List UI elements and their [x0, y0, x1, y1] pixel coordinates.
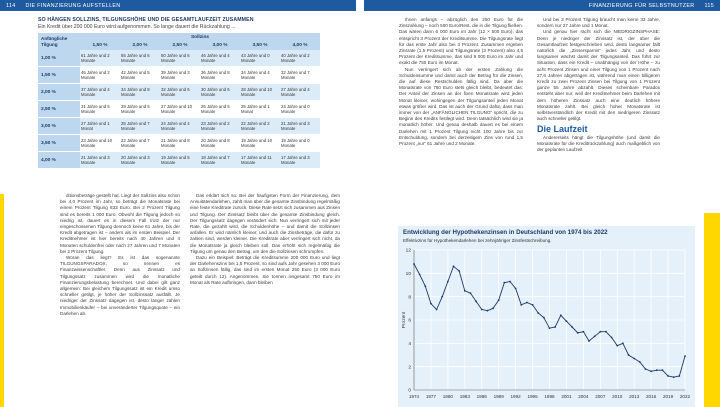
right-text-col2 — [537, 17, 660, 222]
data-point — [639, 361, 641, 363]
table-row — [38, 152, 320, 169]
data-point — [662, 369, 664, 371]
row-tilgung: 2,00 % — [38, 84, 80, 101]
data-point — [622, 342, 624, 344]
running-title-left: DIE FINANZIERUNG AUFSTELLEN — [25, 2, 121, 9]
data-point — [424, 285, 426, 287]
data-point — [470, 292, 472, 294]
data-point — [413, 263, 415, 265]
paragraph: Und bei 3 Prozent Tilgung braucht man keine 33 Jahre, sondern nur 27 Jahre und 1 Monat. — [537, 17, 660, 29]
left-text-col2 — [190, 193, 340, 407]
row-header-label: Anfängliche Tilgung — [38, 33, 80, 50]
table-cell: 23 Jahre und 10 Monate — [80, 135, 120, 152]
data-point — [673, 376, 675, 378]
table-cell: 19 Jahre und 10 Monate — [240, 135, 280, 152]
data-point — [419, 274, 421, 276]
paragraph: Nun verringert sich ab der ersten Zahlung die Schuldensumme und damit auch der Betrag für die Zinsen, die auf diese Restschulden fällig sind. Da aber die Monatsrate von 750 Euro stets gleich bleibt, bedeutet das: Der Anteil der Zinsen an der fixen Monatsrate wird jeden Monat kleiner, wohingegen der Tilgungsanteil jeden Monat etwas größer wird. Das ist auch der Grund dafür, dass man immer von der „ANFÄNGLICHEN TILGUNG“ spricht, die zu Beginn des Kredits festlegt wird. Denn tatsächlich wird sie ja monatlich höher. Und genau deshalb dauert es bei einem Darlehen mit 1 Prozent Tilgung nicht 100 Jahre bis zur Entschuldung, sondern bei derzeitigem Zins von rund 1,5 Prozent „nur“ 61 Jahre und 2 Monate. — [399, 66, 523, 147]
table-row — [38, 67, 320, 84]
x-tick-label: 1989 — [493, 394, 504, 399]
y-tick-label: 0 — [408, 388, 411, 394]
table-cell: 21 Jahre und 3 Monate — [280, 118, 320, 135]
table-row — [38, 101, 320, 118]
table-cell: 22 Jahre und 7 Monate — [120, 135, 160, 152]
data-point — [526, 302, 528, 304]
data-point — [549, 327, 551, 329]
page-gutter — [356, 0, 364, 407]
data-point — [571, 326, 573, 328]
data-point — [599, 331, 601, 333]
table-cell: 61 Jahre und 2 Monate — [80, 50, 120, 67]
data-point — [436, 309, 438, 311]
x-tick-label: 1974 — [408, 394, 420, 399]
data-point — [498, 299, 500, 301]
table-cell: 27 Jahre und 4 Monate — [280, 84, 320, 101]
data-point — [503, 282, 505, 284]
table-cell: 37 Jahre und 4 Monate — [80, 84, 120, 101]
table-cell: 46 Jahre und 4 Monate — [200, 50, 240, 67]
table-subtitle: Ein Kredit über 200 000 Euro wird aufgenommen. So lange dauert die Rückzahlung ... — [38, 24, 236, 30]
data-point — [475, 300, 477, 302]
table-cell: 32 Jahre und 7 Monate — [280, 67, 320, 84]
chart-subtitle: Effektivzins für Hypothekendarlehen bei zehnjähriger Zinsfestschreibung. — [403, 238, 552, 243]
table-row — [38, 118, 320, 135]
paragraph: Das erklärt sich so: Bei der häufigsten Form der Finanzierung, dem Annuitätendarlehen, zahlt man über die gesamte Zinsbindung regelmäßig eine feste Kreditrate zurück. Diese Rate setzt sich zusammen aus Zinsen und Tilgung. Der Zinssatz bleibt über die gesamte Zinsbindung gleich. Der Tilgungssatz dagegen verändert sich. Nun verringert sich mit jeder Rate, die gezahlt wird, die Schuldenhöhe – und damit die Sollzinsen anfallen. Er wird nämlich kleiner, und auch die Zinsbeträge, die dafür zu zahlen sind, werden kleiner. Die Kreditrate aber verringert sich nicht, da die Monatsrate ja gleich bleiben soll. Das erhöht sich regelmäßig die Tilgung um genau den Betrag, um den die Sollzinsen schrumpfen. — [190, 193, 340, 254]
row-tilgung: 4,00 % — [38, 152, 80, 169]
column-header: 1,50 % — [80, 41, 120, 50]
table-cell: 39 Jahre und 3 Monate — [160, 67, 200, 84]
data-point — [453, 265, 455, 267]
data-point — [515, 288, 517, 290]
data-point — [678, 375, 680, 377]
paragraph: Und genau hier rächt sich die NIEDRIGZINSPHASE: Denn je niedriger der Zinssatz ist, der über die Gesamtlaufzeit festgeschrieben wird, desto langsamer fällt natürlich die „Zinsersparnis“ jedes Jahr, und desto langsamer wächst damit der Tilgungsanteil. Das führt zur Situation, dass ein Kredit – unabhängig von der Höhe – zu acht Prozent Zinsen und einer Tilgung von 1 Prozent nach 27,6 Jahren abgetragen ist, während man einen billigeren Kredit zu zwei Prozent Zinsen bei Tilgung von 1 Prozent ganze 55 Jahre abzahlt. Dieses scheinbare Paradox entsteht aber nur, weil der Kreditnehmer beim Darlehen mit dem höheren Zinssatz auch eine deutlich höhere Monatsrate zahlt. Bei gleich hoher Monatsrate ist selbstverständlich der Kredit mit den niedrigeren Zinssatz auch schneller getilgt. — [537, 29, 660, 122]
data-point — [441, 296, 443, 298]
data-point — [577, 332, 579, 334]
data-point — [481, 309, 483, 311]
running-head-left — [0, 0, 356, 11]
x-tick-label: 1992 — [510, 394, 521, 399]
table-cell: 17 Jahre und 3 Monate — [280, 152, 320, 169]
table-cell: 29 Jahre und 5 Monate — [120, 101, 160, 118]
table-cell: 21 Jahre und 8 Monate — [160, 135, 200, 152]
data-point — [656, 369, 658, 371]
table-cell: 20 Jahre und 8 Monate — [200, 135, 240, 152]
table-cell: 42 Jahre und 5 Monate — [120, 67, 160, 84]
x-tick-label: 1980 — [442, 394, 453, 399]
x-tick-label: 1986 — [476, 394, 487, 399]
table-cell: 30 Jahre und 6 Monate — [200, 84, 240, 101]
table-cell: 22 Jahre und 2 Monate — [240, 118, 280, 135]
chart-canvas — [398, 226, 695, 407]
section-heading: Die Laufzeit — [537, 124, 588, 135]
row-tilgung: 3,00 % — [38, 118, 80, 135]
table-cell: 20 Jahre und 3 Monate — [120, 152, 160, 169]
data-point — [537, 312, 539, 314]
data-point — [560, 314, 562, 316]
table-cell: 26 Jahre und 5 Monate — [200, 101, 240, 118]
page-number-right: 115 — [704, 2, 714, 9]
table-body — [38, 50, 320, 169]
x-tick-label: 1995 — [527, 394, 538, 399]
data-point — [628, 354, 630, 356]
table-row — [38, 50, 320, 67]
table-cell: 46 Jahre und 2 Monate — [80, 67, 120, 84]
data-point — [588, 340, 590, 342]
right-text-col1 — [399, 17, 523, 222]
table-cell: 32 Jahre und 6 Monate — [160, 84, 200, 101]
table-cell: 25 Jahre und 1 Monat — [240, 101, 280, 118]
y-tick-label: 6 — [408, 318, 411, 324]
table-row — [38, 135, 320, 152]
accent-bar-left — [0, 194, 4, 407]
table-cell: 23 Jahre und 2 Monate — [200, 118, 240, 135]
data-point — [616, 345, 618, 347]
data-point — [492, 307, 494, 309]
table-cell: 40 Jahre und 2 Monate — [280, 50, 320, 67]
column-header: 2,50 % — [160, 41, 200, 50]
table-row — [38, 84, 320, 101]
data-point — [458, 270, 460, 272]
left-text-col1 — [60, 193, 180, 407]
data-point — [520, 304, 522, 306]
x-tick-label: 2019 — [662, 394, 674, 399]
paragraph: Ihnen anfangs – abzüglich den 250 Euro für die Zinszahlung – noch 500 Euro/Rest, die in die Tilgung fließen. Das wären dann 6 000 Euro im Jahr (12 × 500 Euro), das entspricht 3 Prozent der Kreditsumme. Die Tilgungsrate liegt für das erste Jahr also bei 3 Prozent. Zusammen ergeben Zinsrate (1,5 Prozent) und Tilgungsrate (3 Prozent) also 4,5 Prozent der Kreditsumme, das sind 9 000 Euro im Jahr und exakt die 750 Euro im Monat. — [399, 17, 523, 66]
x-tick-label: 2010 — [612, 394, 623, 399]
paragraph: Dazu ein Beispiel: Beträgt die Kreditsumme 200 000 Euro und liegt der Darlehenszins bei 1,5 Prozent, so sind aufs Jahr gesehen 3 000 Euro an Sollzinsen fällig, das sind im ersten Monat 250 Euro (3 000 Euro geteilt durch 12). Angenommen, Sie tonnen insgesamt 750 Euro im Monat als Rate aufbringen, dann bleiben — [190, 255, 340, 285]
x-tick-label: 2013 — [629, 394, 640, 399]
y-tick-label: 2 — [408, 365, 411, 371]
table-cell: 18 Jahre und 7 Monate — [200, 152, 240, 169]
interest-table-block — [38, 17, 320, 169]
y-tick-label: 4 — [408, 341, 411, 347]
data-point — [464, 290, 466, 292]
table-cell: 36 Jahre und 8 Monate — [200, 67, 240, 84]
y-axis-label: Prozent — [402, 311, 407, 329]
table-cell: 21 Jahre und 3 Monate — [80, 152, 120, 169]
table-cell: 28 Jahre und 10 Monate — [240, 84, 280, 101]
table-cell: 19 Jahre und 0 Monate — [280, 135, 320, 152]
paragraph: ditionsbeträge gestellt hat. Liegt der Sollzins also schon bei 4,0 Prozent im Jahr, so beträgt die Monatsrate bei einem Prozent Tilgung 833 Euro. Bei 2 Prozent Tilgung sind es bereits 1 000 Euro. Obwohl die Tilgung jedoch so niedrig ist, dauert es in diesem Fall trotz der nur eingeschossenen Tilgung dennoch keine 61 Jahre, bis der Kredit abgetragen ist – anders als im ersten Beispiel. Der Kreditnehmer ist hier bereits nach 40 Jahren und 4 Monaten schuldenfrei oder nach 27 Jahren und 7 Monaten bei 2 Prozent Tilgung. — [60, 193, 180, 254]
accent-bar-right — [704, 213, 720, 407]
x-tick-label: 2016 — [646, 394, 657, 399]
data-point — [645, 368, 647, 370]
page-number-left: 114 — [6, 2, 16, 9]
table-cell: 27 Jahre und 1 Monat — [80, 118, 120, 135]
data-point — [633, 358, 635, 360]
paragraph: Andererseits hängt die Tilgungshöhe (und damit die Monatsrate für die Kreditrückzahlung) auch maßgeblich von der geplanten Laufzeit — [537, 134, 660, 153]
table-cell: 24 Jahre und 0 Monate — [280, 101, 320, 118]
data-point — [594, 335, 596, 337]
data-point — [554, 326, 556, 328]
interest-table — [38, 33, 320, 169]
x-tick-label: 1983 — [459, 394, 470, 399]
table-cell: 50 Jahre und 6 Monate — [160, 50, 200, 67]
row-tilgung: 1,00 % — [38, 50, 80, 67]
running-head-right — [364, 0, 720, 11]
column-header: 3,00 % — [200, 41, 240, 50]
data-point — [509, 281, 511, 283]
y-tick-label: 8 — [408, 295, 411, 301]
table-cell: 19 Jahre und 5 Monate — [160, 152, 200, 169]
data-point — [486, 310, 488, 312]
data-point — [447, 281, 449, 283]
y-tick-label: 10 — [405, 271, 411, 277]
chart-title: Entwicklung der Hypothekenzinsen in Deutschland von 1974 bis 2022 — [403, 229, 608, 236]
interest-rate-chart — [398, 226, 695, 407]
table-cell: 24 Jahre und 4 Monate — [160, 118, 200, 135]
x-tick-label: 2022 — [679, 394, 691, 399]
column-header-row — [38, 41, 320, 50]
paragraph: Woran das liegt? Es ist das sogenannte TILGUNGSPARADOX, so nennen es Finanzwissenschaftler. Denn aus Zinssatz und Tilgungssatz zusammen wird die monatliche Finanzierungsbelastung berechnet. Und dabei gilt ganz allgemein: Bei gleichem Tilgungssatz ist ein Kredit umso schneller getilgt, je höher der Sollzinssatz ausfällt. Je niedriger der Zinssatz dagegen ist, desto länger zahlen Immobilienkäufer – bei unveränderter Tilgungsquote – ein Darlehen ab. — [60, 255, 180, 316]
table-cell: 43 Jahre und 0 Monate — [240, 50, 280, 67]
row-tilgung: 3,50 % — [38, 135, 80, 152]
column-header: 4,00 % — [280, 41, 320, 50]
data-point — [582, 331, 584, 333]
y-tick-label: 12 — [405, 248, 411, 254]
running-title-right: FINANZIERUNG FÜR SELBSTNUTZER — [588, 2, 695, 9]
table-cell: 34 Jahre und 4 Monate — [240, 67, 280, 84]
x-tick-label: 2007 — [595, 394, 606, 399]
table-cell: 55 Jahre und 6 Monate — [120, 50, 160, 67]
x-tick-label: 2001 — [561, 394, 572, 399]
data-point — [684, 355, 686, 357]
table-title: SO HÄNGEN SOLLZINS, TILGUNGSHÖHE UND DIE GESAMTLAUFZEIT ZUSAMMEN — [38, 17, 254, 23]
row-tilgung: 2,50 % — [38, 101, 80, 118]
row-tilgung: 1,50 % — [38, 67, 80, 84]
data-point — [667, 375, 669, 377]
data-point — [430, 303, 432, 305]
data-point — [605, 331, 607, 333]
table-cell: 27 Jahre und 10 Monate — [160, 101, 200, 118]
data-point — [543, 317, 545, 319]
table-cell: 17 Jahre und 11 Monate — [240, 152, 280, 169]
column-header: 3,50 % — [240, 41, 280, 50]
data-point — [611, 337, 613, 339]
table-cell: 34 Jahre und 8 Monate — [120, 84, 160, 101]
x-tick-label: 2004 — [578, 394, 589, 399]
column-header: 2,00 % — [120, 41, 160, 50]
table-cell: 25 Jahre und 7 Monate — [120, 118, 160, 135]
data-point — [532, 304, 534, 306]
x-tick-label: 1977 — [425, 394, 437, 399]
column-group-label: Sollzins — [80, 33, 320, 41]
data-point — [650, 370, 652, 372]
table-cell: 31 Jahre und 5 Monate — [80, 101, 120, 118]
data-point — [566, 320, 568, 322]
x-tick-label: 1998 — [544, 394, 555, 399]
